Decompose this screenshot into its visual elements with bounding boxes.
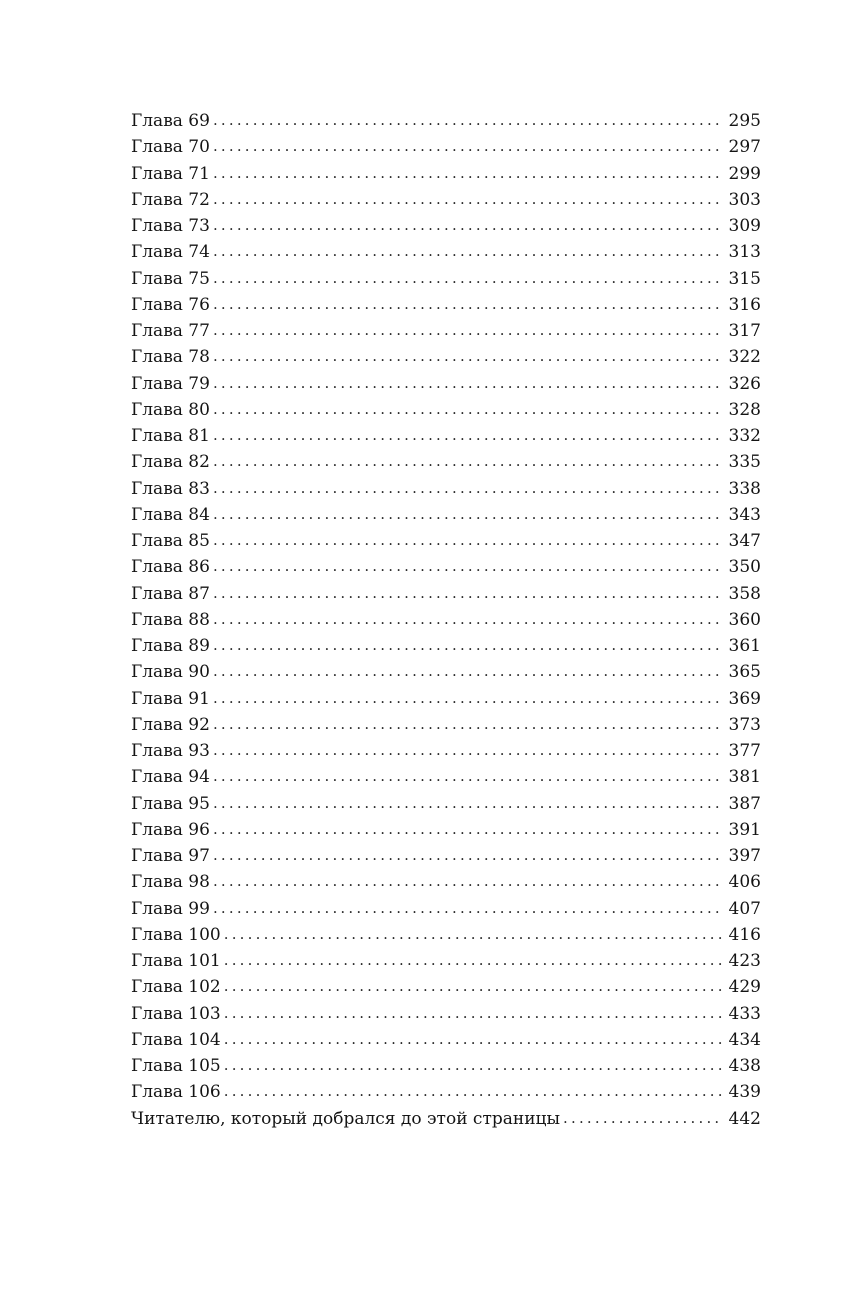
toc-entry-title: Глава 93: [131, 741, 210, 761]
toc-entry-title: Глава 78: [131, 347, 210, 368]
toc-entry-title: Глава 71: [131, 163, 210, 184]
toc-entry-title: Глава 91: [131, 688, 210, 709]
toc-entry-title: Глава 75: [131, 268, 210, 289]
toc-entry-title: Глава 82: [131, 452, 210, 473]
toc-entry-page-number: 369: [728, 688, 761, 709]
toc-entry-page-number: 433: [728, 1003, 761, 1024]
toc-entry-page-number: 391: [728, 819, 761, 840]
toc-entry-title: Глава 73: [131, 216, 210, 236]
dot-leader: [213, 265, 723, 291]
dot-leader: [213, 186, 723, 212]
toc-entry-title: Глава 69: [131, 111, 210, 131]
toc-entry: [131, 266, 761, 292]
toc-entry-title: Глава 100: [131, 924, 221, 945]
toc-entry: [131, 1106, 761, 1132]
toc-entry-page-number: 316: [728, 294, 761, 315]
toc-entry-page-number: 438: [728, 1056, 761, 1076]
toc-entry-page-number: 442: [728, 1108, 761, 1129]
toc-entry-title: Глава 83: [131, 478, 210, 499]
toc-entry: [131, 108, 761, 134]
toc-entry: [131, 1027, 761, 1053]
toc-entry: [131, 712, 761, 738]
toc-entry-page-number: 397: [728, 846, 761, 866]
toc-entry-title: Глава 72: [131, 189, 210, 210]
dot-leader: [213, 553, 723, 579]
toc-entry-page-number: 313: [728, 242, 761, 263]
toc-entry-title: Глава 96: [131, 819, 210, 840]
toc-entry-title: Глава 101: [131, 951, 221, 971]
dot-leader: [213, 868, 723, 894]
toc-entry: [131, 449, 761, 475]
toc-entry-title: Глава 103: [131, 1003, 221, 1024]
toc-entry-page-number: 423: [728, 951, 761, 971]
dot-leader: [213, 107, 723, 133]
toc-entry: [131, 817, 761, 843]
dot-leader: [224, 1052, 723, 1078]
toc-entry-page-number: 343: [728, 504, 761, 525]
toc-entry-title: Глава 86: [131, 557, 210, 578]
toc-entry: [131, 974, 761, 1000]
toc-entry-title: Глава 88: [131, 609, 210, 630]
toc-entry: [131, 659, 761, 685]
toc-entry-page-number: 303: [728, 189, 761, 210]
dot-leader: [213, 632, 723, 658]
toc-entry: [131, 869, 761, 895]
dot-leader: [213, 790, 723, 816]
toc-entry-title: Глава 104: [131, 1029, 221, 1050]
toc-entry: [131, 423, 761, 449]
toc-entry: [131, 476, 761, 502]
toc-entry: [131, 502, 761, 528]
toc-entry-page-number: 360: [728, 609, 761, 630]
toc-entry-page-number: 416: [728, 924, 761, 945]
dot-leader: [213, 580, 723, 606]
toc-entry: [131, 134, 761, 160]
dot-leader: [213, 527, 723, 553]
dot-leader: [213, 133, 723, 159]
dot-leader: [213, 317, 723, 343]
toc-entry: [131, 1053, 761, 1079]
dot-leader: [213, 448, 723, 474]
dot-leader: [213, 291, 723, 317]
toc-entry: [131, 1001, 761, 1027]
toc-entry: [131, 344, 761, 370]
toc-entry-page-number: 365: [728, 662, 761, 683]
toc-entry: [131, 554, 761, 580]
toc-entry-page-number: 406: [728, 872, 761, 893]
dot-leader: [213, 763, 723, 789]
toc-entry-title: Глава 76: [131, 294, 210, 315]
toc-entry: [131, 213, 761, 239]
toc-entry: [131, 528, 761, 554]
dot-leader: [213, 685, 723, 711]
toc-entry-page-number: 347: [728, 531, 761, 551]
toc-entry: [131, 161, 761, 187]
toc-entry: [131, 948, 761, 974]
toc-entry-title: Глава 102: [131, 977, 221, 998]
toc-entry-page-number: 326: [728, 373, 761, 394]
toc-entry-page-number: 434: [728, 1029, 761, 1050]
dot-leader: [213, 658, 723, 684]
toc-entry-title: Читателю, который добрался до этой страницы: [131, 1108, 561, 1129]
dot-leader: [213, 422, 723, 448]
toc-entry-title: Глава 106: [131, 1082, 221, 1103]
toc-entry: [131, 686, 761, 712]
dot-leader: [213, 501, 723, 527]
dot-leader: [213, 343, 723, 369]
dot-leader: [563, 1105, 723, 1131]
dot-leader: [224, 1000, 723, 1026]
toc-entry-page-number: 439: [728, 1082, 761, 1103]
toc-entry: [131, 922, 761, 948]
toc-entry-page-number: 315: [728, 268, 761, 289]
dot-leader: [213, 606, 723, 632]
toc-entry-title: Глава 87: [131, 583, 210, 604]
toc-entry: [131, 607, 761, 633]
table-of-contents: [131, 108, 761, 1132]
dot-leader: [213, 396, 723, 422]
toc-entry: [131, 738, 761, 764]
toc-entry-page-number: 387: [728, 793, 761, 814]
toc-entry-title: Глава 105: [131, 1056, 221, 1076]
toc-entry: [131, 1079, 761, 1105]
dot-leader: [213, 370, 723, 396]
toc-entry: [131, 318, 761, 344]
dot-leader: [213, 816, 723, 842]
toc-entry-title: Глава 98: [131, 872, 210, 893]
dot-leader: [224, 921, 723, 947]
toc-entry-title: Глава 70: [131, 137, 210, 158]
dot-leader: [213, 737, 723, 763]
toc-entry-page-number: 358: [728, 583, 761, 604]
toc-entry: [131, 896, 761, 922]
toc-entry-title: Глава 89: [131, 636, 210, 656]
toc-entry: [131, 633, 761, 659]
toc-entry-page-number: 350: [728, 557, 761, 578]
toc-entry: [131, 239, 761, 265]
toc-entry-page-number: 328: [728, 399, 761, 420]
toc-entry-page-number: 309: [728, 216, 761, 236]
toc-entry-title: Глава 97: [131, 846, 210, 866]
toc-entry-page-number: 429: [728, 977, 761, 998]
toc-entry-title: Глава 92: [131, 714, 210, 735]
toc-entry: [131, 187, 761, 213]
toc-entry-page-number: 361: [728, 636, 761, 656]
toc-entry-title: Глава 77: [131, 321, 210, 341]
toc-entry: [131, 371, 761, 397]
toc-entry-title: Глава 90: [131, 662, 210, 683]
dot-leader: [213, 475, 723, 501]
toc-entry-page-number: 299: [728, 163, 761, 184]
toc-entry: [131, 764, 761, 790]
dot-leader: [224, 973, 723, 999]
dot-leader: [224, 1078, 723, 1104]
toc-entry-page-number: 377: [728, 741, 761, 761]
toc-entry: [131, 397, 761, 423]
dot-leader: [213, 711, 723, 737]
toc-entry-title: Глава 80: [131, 399, 210, 420]
toc-entry-page-number: 322: [728, 347, 761, 368]
toc-entry: [131, 292, 761, 318]
dot-leader: [213, 842, 723, 868]
toc-entry-page-number: 317: [728, 321, 761, 341]
toc-entry-page-number: 295: [728, 111, 761, 131]
toc-entry-page-number: 381: [728, 767, 761, 788]
toc-entry-title: Глава 74: [131, 242, 210, 263]
toc-entry-title: Глава 81: [131, 426, 210, 446]
dot-leader: [224, 1026, 723, 1052]
toc-entry-title: Глава 79: [131, 373, 210, 394]
toc-entry-page-number: 297: [728, 137, 761, 158]
toc-entry-page-number: 338: [728, 478, 761, 499]
toc-entry-title: Глава 84: [131, 504, 210, 525]
toc-entry-title: Глава 85: [131, 531, 210, 551]
toc-entry-title: Глава 95: [131, 793, 210, 814]
dot-leader: [213, 895, 723, 921]
dot-leader: [213, 212, 723, 238]
toc-entry: [131, 843, 761, 869]
toc-entry-title: Глава 99: [131, 898, 210, 919]
dot-leader: [213, 160, 723, 186]
toc-entry-page-number: 373: [728, 714, 761, 735]
toc-entry-page-number: 332: [728, 426, 761, 446]
toc-entry: [131, 581, 761, 607]
toc-entry-page-number: 407: [728, 898, 761, 919]
dot-leader: [213, 238, 723, 264]
toc-entry-page-number: 335: [728, 452, 761, 473]
dot-leader: [224, 947, 723, 973]
toc-entry-title: Глава 94: [131, 767, 210, 788]
toc-entry: [131, 791, 761, 817]
